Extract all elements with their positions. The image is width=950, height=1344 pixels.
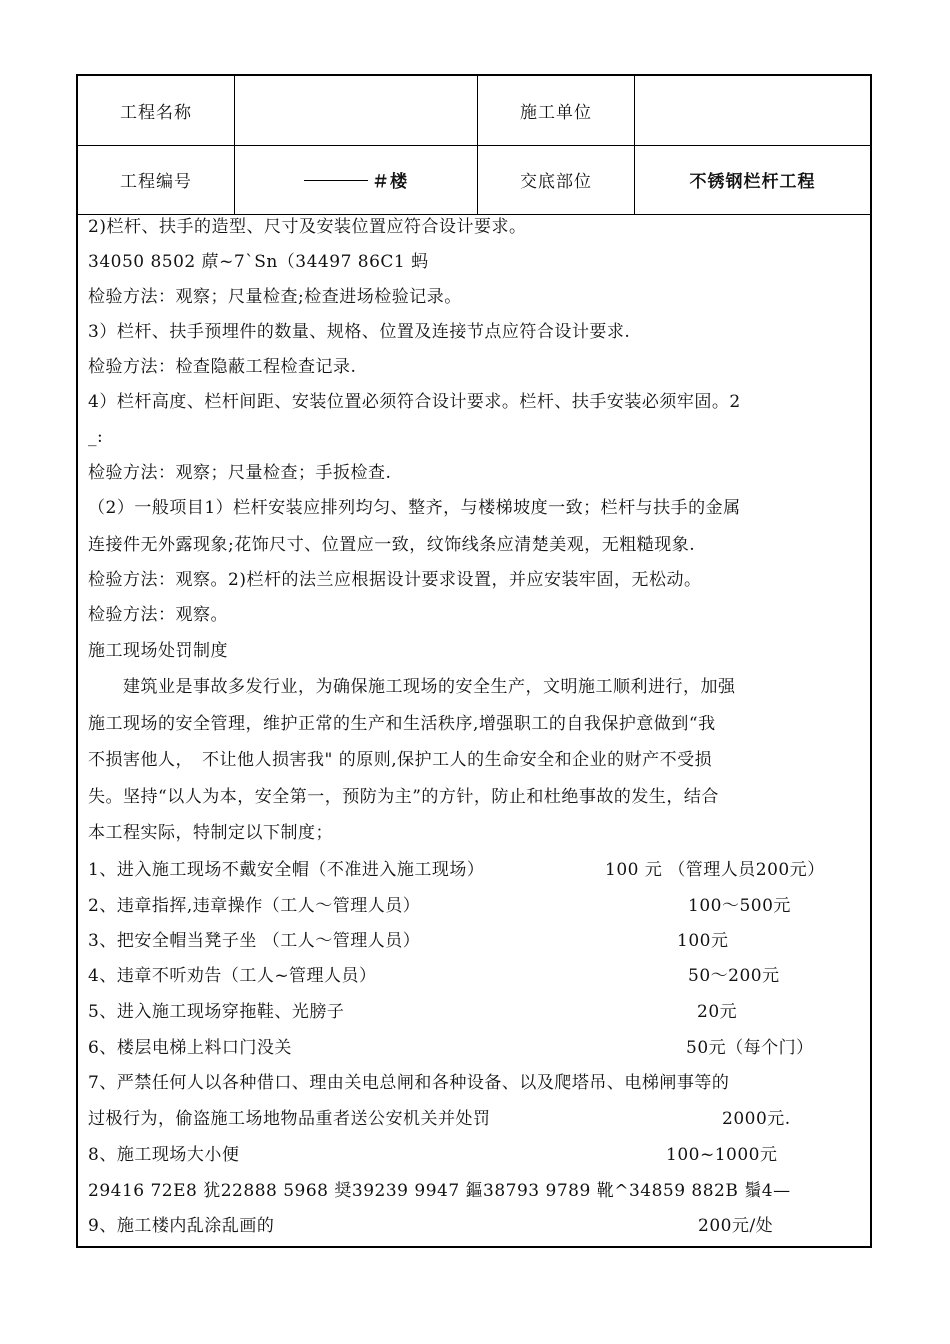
rule-amount: 20元 [697,1002,738,1022]
rule-item: 5、进入施工现场穿拖鞋、光膀子 [88,1002,345,1022]
rule-item: 3、把安全帽当凳子坐 （工人～管理人员） [88,931,421,951]
rule-item: 6、楼层电梯上料口门没关 [88,1038,292,1058]
rule-amount: 100~1000元 [666,1145,778,1165]
rule-amount: 2000元. [722,1109,791,1129]
text-line: 本工程实际，特制定以下制度； [88,823,333,843]
text-line: 4）栏杆高度、栏杆间距、安装位置必须符合设计要求。栏杆、扶手安装必须牢固。2 [88,392,741,412]
rule-amount: 100～500元 [688,896,791,916]
rule-amount: 200元/处 [698,1216,774,1236]
building-suffix: ＃楼 [372,172,408,192]
text-line: 连接件无外露现象;花饰尺寸、位置应一致，纹饰线条应清楚美观，无粗糙现象. [88,535,696,555]
text-line: 检验方法：观察；尺量检查;检查进场检验记录。 [88,287,462,307]
rule-amount: 50～200元 [688,966,780,986]
rule-amount: 100 元 （管理人员200元） [605,860,825,880]
header-table [78,76,870,214]
text-line: （2）一般项目1）栏杆安装应排列均匀、整齐，与楼梯坡度一致；栏杆与扶手的金属 [88,498,741,518]
rule-item: 8、施工现场大小便 [88,1145,240,1165]
header-row-1 [78,76,870,146]
disclosure-part-label: 交底部位 [478,145,635,214]
text-line: 2)栏杆、扶手的造型、尺寸及安装位置应符合设计要求。 [88,217,527,237]
project-name-label: 工程名称 [78,76,235,145]
rule-amount: 50元（每个门） [686,1038,814,1058]
text-line: 34050 8502 蒝~7`Sn（34497 86C1 蚂 [88,252,429,272]
rule-item-cont: 过极行为，偷盗施工场地物品重者送公安机关并处罚 [88,1109,491,1129]
text-line: 不损害他人， 不让他人损害我" 的原则,保护工人的生命安全和企业的财产不受损 [88,750,713,770]
construction-unit-value [635,76,870,145]
project-number-label: 工程编号 [78,145,235,214]
rule-item: 7、严禁任何人以各种借口、理由关电总闸和各种设备、以及爬塔吊、电梯闸事等的 [88,1073,730,1093]
text-line: 检验方法：观察。2)栏杆的法兰应根据设计要求设置，并应安装牢固，无松动。 [88,570,702,590]
construction-unit-label: 施工单位 [478,76,635,145]
project-number-value [235,145,478,214]
rule-item: 4、违章不听劝告（工人~管理人员） [88,966,377,986]
text-line: 施工现场的安全管理，维护正常的生产和生活秩序,增强职工的自我保护意做到“我 [88,714,716,734]
rule-item: 1、进入施工现场不戴安全帽（不准进入施工现场） [88,860,485,880]
rule-amount: 100元 [677,931,729,951]
project-name-value [235,76,478,145]
blank-underline [304,179,368,181]
section-title: 施工现场处罚制度 [88,641,228,661]
garbled-line: 29416 72E8 犹22888 5968 奨39239 9947 鏂38793 9789 靴^34859 882B 鬚4— [88,1181,791,1201]
rule-item: 9、施工楼内乱涂乱画的 [88,1216,275,1236]
text-line: 3）栏杆、扶手预埋件的数量、规格、位置及连接节点应符合设计要求. [88,322,631,342]
text-line: 检验方法：观察；尺量检查；手扳检查. [88,463,392,483]
text-line: 检验方法：检查隐蔽工程检查记录. [88,357,357,377]
rule-item: 2、违章指挥,违章操作（工人～管理人员） [88,896,421,916]
header-row-2 [78,145,870,215]
text-line: _: [88,427,104,447]
text-line: 建筑业是事故多发行业，为确保施工现场的安全生产，文明施工顺利进行，加强 [88,677,736,697]
disclosure-part-value: 不锈钢栏杆工程 [689,172,816,192]
text-line: 失。坚持“以人为本，安全第一，预防为主”的方针，防止和杜绝事故的发生，结合 [88,787,719,807]
text-line: 检验方法：观察。 [88,605,228,625]
